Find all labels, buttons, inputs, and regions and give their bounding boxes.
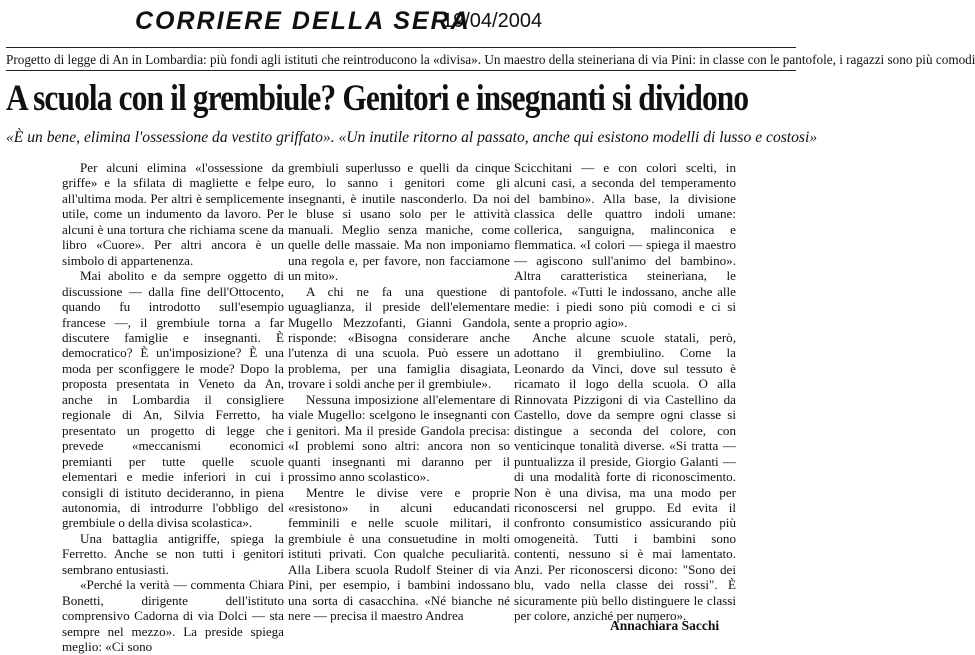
paragraph: Nessuna imposizione all'elementare di viale Mugello: scelgono le insegnanti con i genitori. Ma il preside Gandola precisa: «I problemi sono altri: ancora non so quanti insegnanti mi daranno per il prossimo anno scolastico». [288,391,510,485]
article-column-1 [62,160,284,655]
byline: Annachiara Sacchi [610,618,720,633]
top-divider [6,47,796,48]
kicker: Progetto di legge di An in Lombardia: più fondi agli istituti che reintroducono la «divisa». Un maestro della steineriana di via Pini: in classe con le pantofole, i ragazzi sono più comodi [6,52,975,67]
paragraph: Una battaglia antigriffe, spiega la Ferretto. Anche se non tutti i genitori sembrano entusiasti. [62,530,284,577]
paragraph: Anche alcune scuole statali, però, adottano il grembiulino. Come la Leonardo da Vinci, dove sul tessuto è ricamato il logo della scuola. O alla Rinnovata Pizzigoni di via Castellino da Castello, dove da sempre ogni classe si distingue a seconda del colore, con venticinque tonalità diverse. «Si tratta — puntualizza il preside, Giorgio Galanti — di una modalità forte di riconoscimento. Non è una divisa, ma una modo per riconoscersi nel gruppo. Ed evita il confronto consumistico assicurando più omogeneità. Tutti i bambini sono contenti, nessuno si è mai lamentato. Anzi. Per riconoscersi dicono: "Sono dei blu, vado nella classe dei rossi". È sicuramente più bello distinguere le classi per colore, anziché per numero». [514,329,736,624]
paragraph: grembiuli superlusso e quelli da cinque euro, lo sanno i genitori come gli insegnanti, è inutile nasconderlo. Da noi le bluse si usano solo per le attività manuali. Meglio senza maniche, come quelle delle massaie. Ma non imponiamo una regola e, per favore, non facciamone un mito». [288,160,510,284]
kicker-divider [6,70,796,71]
paragraph: Mai abolito e da sempre oggetto di discussione — dalla fine dell'Ottocento, quando fu introdotto sull'esempio francese —, il grembiule torna a far discutere famiglie e insegnanti. È democratico? È un'imposizione? È una moda per sconfiggere le mode? Dopo la proposta presentata in Veneto da An, anche in Lombardia il consigliere regionale di An, Silvia Ferretto, ha presentato un progetto di legge che prevede «meccanismi economici premianti per tutte quelle scuole elementari e medie inferiori in cui i consigli di istituto decideranno, in piena autonomia, di introdurre l'obbligo del grembiule o della divisa scolastica». [62,268,284,531]
headline: A scuola con il grembiule? Genitori e insegnanti si dividono [6,77,749,118]
paragraph: A chi ne fa una questione di uguaglianza, il preside dell'elementare Mugello Mezzofanti, Gianni Gandola, risponde: «Bisogna considerare anche l'utenza di una scuola. Può essere un problema, per una famiglia disagiata, trovare i soldi anche per il grembiule». [288,283,510,392]
paragraph: «Perché la verità — commenta Chiara Bonetti, dirigente dell'istituto comprensivo Cadorna di via Dolci — sta sempre nel mezzo». La preside spiega meglio: «Ci sono [62,577,284,655]
article-column-2 [288,160,510,640]
paragraph: Mentre le divise vere e proprie «resistono» in alcuni educandati femminili e nelle scuole militari, il grembiule è una consuetudine in molti istituti privati. Con qualche peculiarità. Alla Libera scuola Rudolf Steiner di via Pini, per esempio, i bambini indossano una sorta di casacchina. «Né bianche né nere — precisa il maestro Andrea [288,484,510,624]
paragraph: Per alcuni elimina «l'ossessione da griffe» e la sfilata di magliette e felpe all'ultima moda. Per altri è semplicemente utile, come un indumento da lavoro. Per alcuni è una tortura che richiama scene da libro «Cuore». Per altri ancora è un simbolo di appartenenza. [62,160,284,268]
publication-date: 19/04/2004 [442,10,543,32]
masthead [0,0,800,44]
article-column-3 [514,160,736,640]
subheadline: «È un bene, elimina l'ossessione da vestito griffato». «Un inutile ritorno al passato, anche qui esistono modelli di lusso e costosi» [6,129,818,146]
newspaper-name: CORRIERE DELLA SERA [135,7,471,35]
paragraph: Scicchitani — e con colori scelti, in alcuni casi, a seconda del temperamento del bambino». Alla base, la divisione classica delle quattro indoli umane: collerica, sanguigna, malinconica e flemmatica. «I colori — spiega il maestro — agiscono sull'animo del bambino». Altra caratteristica steineriana, le pantofole. «Tutti le indossano, anche alle medie: i piedi sono più comodi e ci si sente a proprio agio». [514,160,736,330]
